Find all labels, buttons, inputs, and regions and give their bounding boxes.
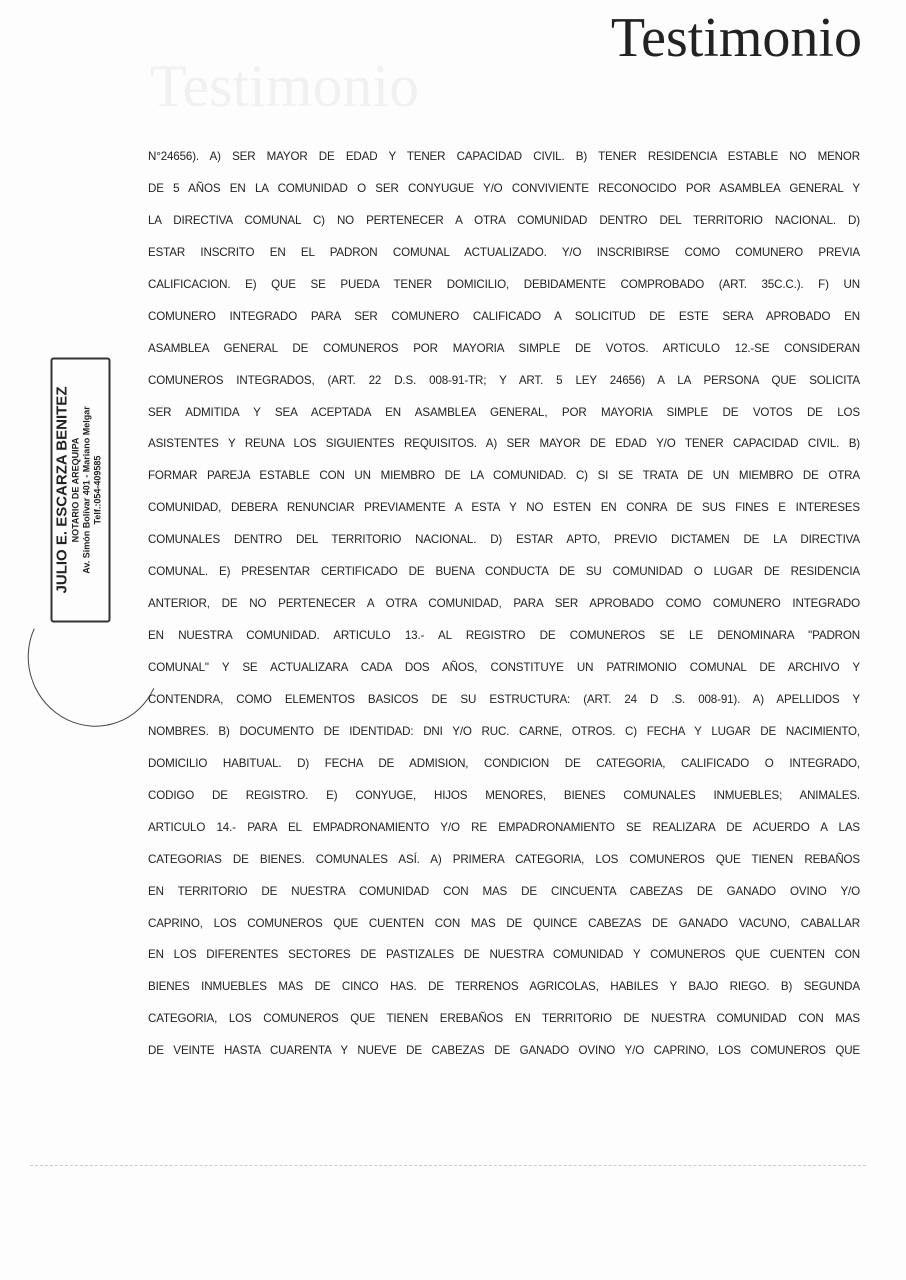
page-bottom-edge [30,1165,866,1166]
text-line: COMUNAL. E) PRESENTAR CERTIFICADO DE BUENA CONDUCTA DE SU COMUNIDAD O LUGAR DE RESIDENCIA [148,565,860,579]
notary-stamp [51,358,111,623]
text-line: EN LOS DIFERENTES SECTORES DE PASTIZALES DE NUESTRA COMUNIDAD Y COMUNEROS QUE CUENTEN CON [148,948,860,962]
text-line: ESTAR INSCRITO EN EL PADRON COMUNAL ACTUALIZADO. Y/O INSCRIBIRSE COMO COMUNERO PREVIA [148,245,860,259]
text-line: DOMICILIO HABITUAL. D) FECHA DE ADMISION, CONDICION DE CATEGORIA, CALIFICADO O INTEGRADO, [148,756,860,770]
text-line: CAPRINO, LOS COMUNEROS QUE CUENTEN CON MAS DE QUINCE CABEZAS DE GANADO VACUNO, CABALLAR [148,916,860,930]
text-line: N°24656). A) SER MAYOR DE EDAD Y TENER CAPACIDAD CIVIL. B) TENER RESIDENCIA ESTABLE NO MENOR [148,150,860,163]
text-line: CONTENDRA, COMO ELEMENTOS BASICOS DE SU ESTRUCTURA: (ART. 24 D .S. 008-91). A) APELLIDOS Y [148,692,860,706]
stamp-phone: Telf.:054-409585 [92,455,103,525]
text-line: COMUNEROS INTEGRADOS, (ART. 22 D.S. 008-91-TR; Y ART. 5 LEY 24656) A LA PERSONA QUE SOLICITA [148,373,860,387]
page-title: Testimonio [610,7,862,69]
text-line: LA DIRECTIVA COMUNAL C) NO PERTENECER A OTRA COMUNIDAD DENTRO DEL TERRITORIO NACIONAL. D) [148,213,860,227]
text-line: EN TERRITORIO DE NUESTRA COMUNIDAD CON MAS DE CINCUENTA CABEZAS DE GANADO OVINO Y/O [148,884,860,898]
stamp-address: Av. Simón Bolívar 401 - Mariano Melgar [81,406,92,574]
text-line: DE VEINTE HASTA CUARENTA Y NUEVE DE CABEZAS DE GANADO OVINO Y/O CAPRINO, LOS COMUNEROS QUE [148,1044,860,1058]
text-line: EN NUESTRA COMUNIDAD. ARTICULO 13.- AL REGISTRO DE COMUNEROS SE LE DENOMINARA "PADRON [148,629,860,643]
text-line: COMUNAL" Y SE ACTUALIZARA CADA DOS AÑOS, CONSTITUYE UN PATRIMONIO COMUNAL DE ARCHIVO Y [148,661,860,674]
text-line: ARTICULO 14.- PARA EL EMPADRONAMIENTO Y/O RE EMPADRONAMIENTO SE REALIZARA DE ACUERDO A LAS [148,820,860,834]
text-line: CATEGORIAS DE BIENES. COMUNALES ASÍ. A) PRIMERA CATEGORIA, LOS COMUNEROS QUE TIENEN REBAÑOS [148,852,860,866]
text-line: FORMAR PAREJA ESTABLE CON UN MIEMBRO DE LA COMUNIDAD. C) SI SE TRATA DE UN MIEMBRO DE OTRA [148,469,860,483]
text-line: COMUNERO INTEGRADO PARA SER COMUNERO CALIFICADO A SOLICITUD DE ESTE SERA APROBADO EN [148,309,860,323]
stamp-name: JULIO E. ESCARZA BENITEZ [53,386,71,594]
text-line: CATEGORIA, LOS COMUNEROS QUE TIENEN EREBAÑOS EN TERRITORIO DE NUESTRA COMUNIDAD CON MAS [148,1012,860,1026]
text-line: COMUNALES DENTRO DEL TERRITORIO NACIONAL. D) ESTAR APTO, PREVIO DICTAMEN DE LA DIRECTIVA [148,533,860,547]
document-body [148,150,860,1076]
text-line: CALIFICACION. E) QUE SE PUEDA TENER DOMICILIO, DEBIDAMENTE COMPROBADO (ART. 35C.C.). F) UN [148,277,860,291]
text-line: SER ADMITIDA Y SEA ACEPTADA EN ASAMBLEA GENERAL, POR MAYORIA SIMPLE DE VOTOS DE LOS [148,405,860,419]
text-line: ASISTENTES Y REUNA LOS SIGUIENTES REQUISITOS. A) SER MAYOR DE EDAD Y/O TENER CAPACIDAD CIVIL. B) [148,437,860,451]
text-line: ASAMBLEA GENERAL DE COMUNEROS POR MAYORIA SIMPLE DE VOTOS. ARTICULO 12.-SE CONSIDERAN [148,341,860,355]
text-line: CODIGO DE REGISTRO. E) CONYUGE, HIJOS MENORES, BIENES COMUNALES INMUEBLES; ANIMALES. [148,788,860,802]
text-line: DE 5 AÑOS EN LA COMUNIDAD O SER CONYUGUE Y/O CONVIVIENTE RECONOCIDO POR ASAMBLEA GENERAL Y [148,181,860,195]
text-line: ANTERIOR, DE NO PERTENECER A OTRA COMUNIDAD, PARA SER APROBADO COMO COMUNERO INTEGRADO [148,597,860,611]
text-line: NOMBRES. B) DOCUMENTO DE IDENTIDAD: DNI Y/O RUC. CARNE, OTROS. C) FECHA Y LUGAR DE NACIMIENTO, [148,724,860,738]
text-line: BIENES INMUEBLES MAS DE CINCO HAS. DE TERRENOS AGRICOLAS, HABILES Y BAJO RIEGO. B) SEGUNDA [148,980,860,994]
ghost-title-bleedthrough: Testimonio [150,53,420,119]
stamp-role: NOTARIO DE AREQUIPA [70,437,81,543]
text-line: COMUNIDAD, DEBERA RENUNCIAR PREVIAMENTE A ESTA Y NO ESTEN EN CONRA DE SUS FINES E INTERESES [148,501,860,515]
